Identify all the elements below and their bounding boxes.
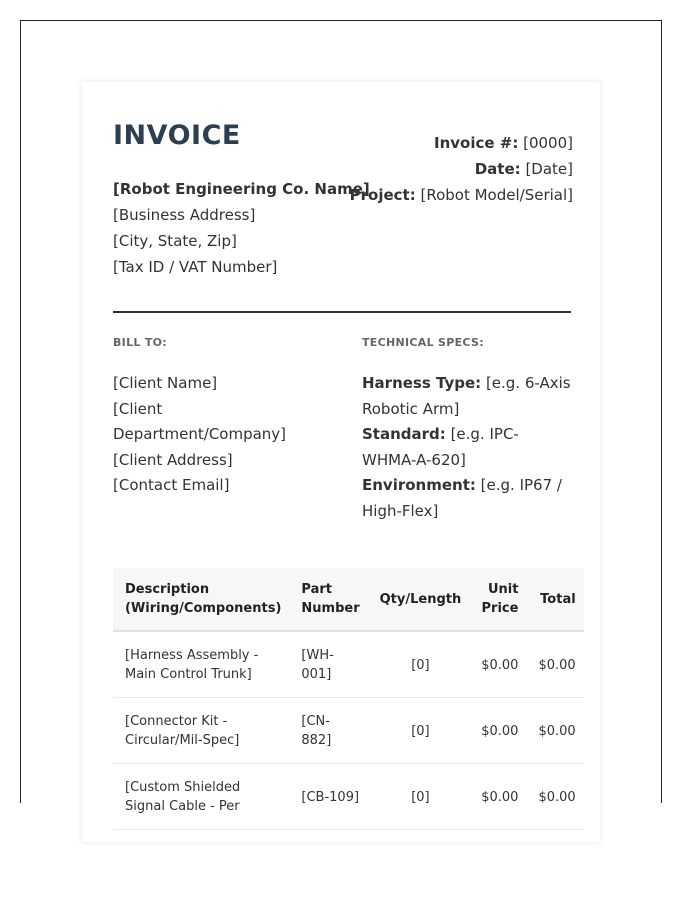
- row-unit-price: $0.00: [469, 698, 526, 764]
- invoice-project-label: Project:: [349, 186, 416, 204]
- row-description: [Custom Shielded Signal Cable - Per: [113, 764, 289, 830]
- row-unit-price: $0.00: [469, 764, 526, 830]
- harness-type-label: Harness Type:: [362, 374, 482, 392]
- standard-label: Standard:: [362, 425, 446, 443]
- harness-type-value: [e.g. 6-Axis Robotic Arm]: [362, 374, 571, 418]
- row-description: [Harness Assembly - Main Control Trunk]: [113, 631, 289, 698]
- row-qty: [0]: [368, 698, 470, 764]
- company-tax-id: [Tax ID / VAT Number]: [113, 258, 278, 276]
- invoice-number-row: [350, 130, 573, 156]
- invoice-date-value: [Date]: [525, 160, 573, 178]
- invoice-date-label: Date:: [474, 160, 521, 178]
- environment-row: [362, 473, 572, 524]
- invoice-project-value: [Robot Model/Serial]: [420, 186, 573, 204]
- client-address: [Client Address]: [113, 450, 233, 469]
- environment-label: Environment:: [362, 476, 476, 494]
- row-total: $0.00: [526, 698, 583, 764]
- header-qty: Qty/Length: [368, 568, 470, 631]
- header-divider: [113, 311, 571, 313]
- company-address: [Business Address]: [113, 206, 256, 224]
- header-total: Total: [526, 568, 583, 631]
- invoice-title: INVOICE: [113, 120, 241, 151]
- row-description: [Connector Kit - Circular/Mil-Spec]: [113, 698, 289, 764]
- invoice-number-value: [0000]: [523, 134, 573, 152]
- client-name: [Client Name]: [113, 374, 218, 392]
- company-name: [Robot Engineering Co. Name]: [113, 180, 370, 198]
- row-part-number: [CN-882]: [289, 698, 367, 764]
- row-part-number: [WH-001]: [289, 631, 367, 698]
- row-total: $0.00: [526, 764, 583, 830]
- technical-specs-section: [362, 336, 572, 524]
- invoice-content: [113, 120, 576, 814]
- client-email: [Contact Email]: [113, 476, 230, 494]
- company-info: [113, 176, 370, 280]
- invoice-meta: [350, 130, 573, 208]
- standard-row: [362, 422, 572, 473]
- header-part-number: Part Number: [289, 568, 367, 631]
- row-qty: [0]: [368, 631, 470, 698]
- invoice-date-row: [350, 156, 573, 182]
- header-unit-price: Unit Price: [469, 568, 526, 631]
- table-row: [113, 631, 584, 698]
- bill-to-heading: BILL TO:: [113, 336, 167, 349]
- harness-type-row: [362, 371, 572, 422]
- invoice-card: [82, 82, 600, 842]
- document-viewport: [20, 20, 662, 814]
- table-header-row: [113, 568, 584, 631]
- invoice-project-row: [350, 182, 573, 208]
- header-description: Description (Wiring/Components): [113, 568, 289, 631]
- invoice-number-label: Invoice #:: [433, 134, 519, 152]
- technical-specs-heading: TECHNICAL SPECS:: [362, 336, 484, 349]
- bill-to-section: [113, 336, 333, 499]
- row-total: $0.00: [526, 631, 583, 698]
- standard-value: [e.g. IPC-WHMA-A-620]: [362, 425, 519, 469]
- table-row: [113, 764, 584, 830]
- table-row: [113, 698, 584, 764]
- line-items-table: [113, 568, 584, 830]
- company-city: [City, State, Zip]: [113, 232, 237, 250]
- row-part-number: [CB-109]: [289, 764, 367, 830]
- environment-value: [e.g. IP67 / High-Flex]: [362, 476, 562, 520]
- row-unit-price: $0.00: [469, 631, 526, 698]
- row-qty: [0]: [368, 764, 470, 830]
- client-department: [Client Department/Company]: [113, 399, 287, 443]
